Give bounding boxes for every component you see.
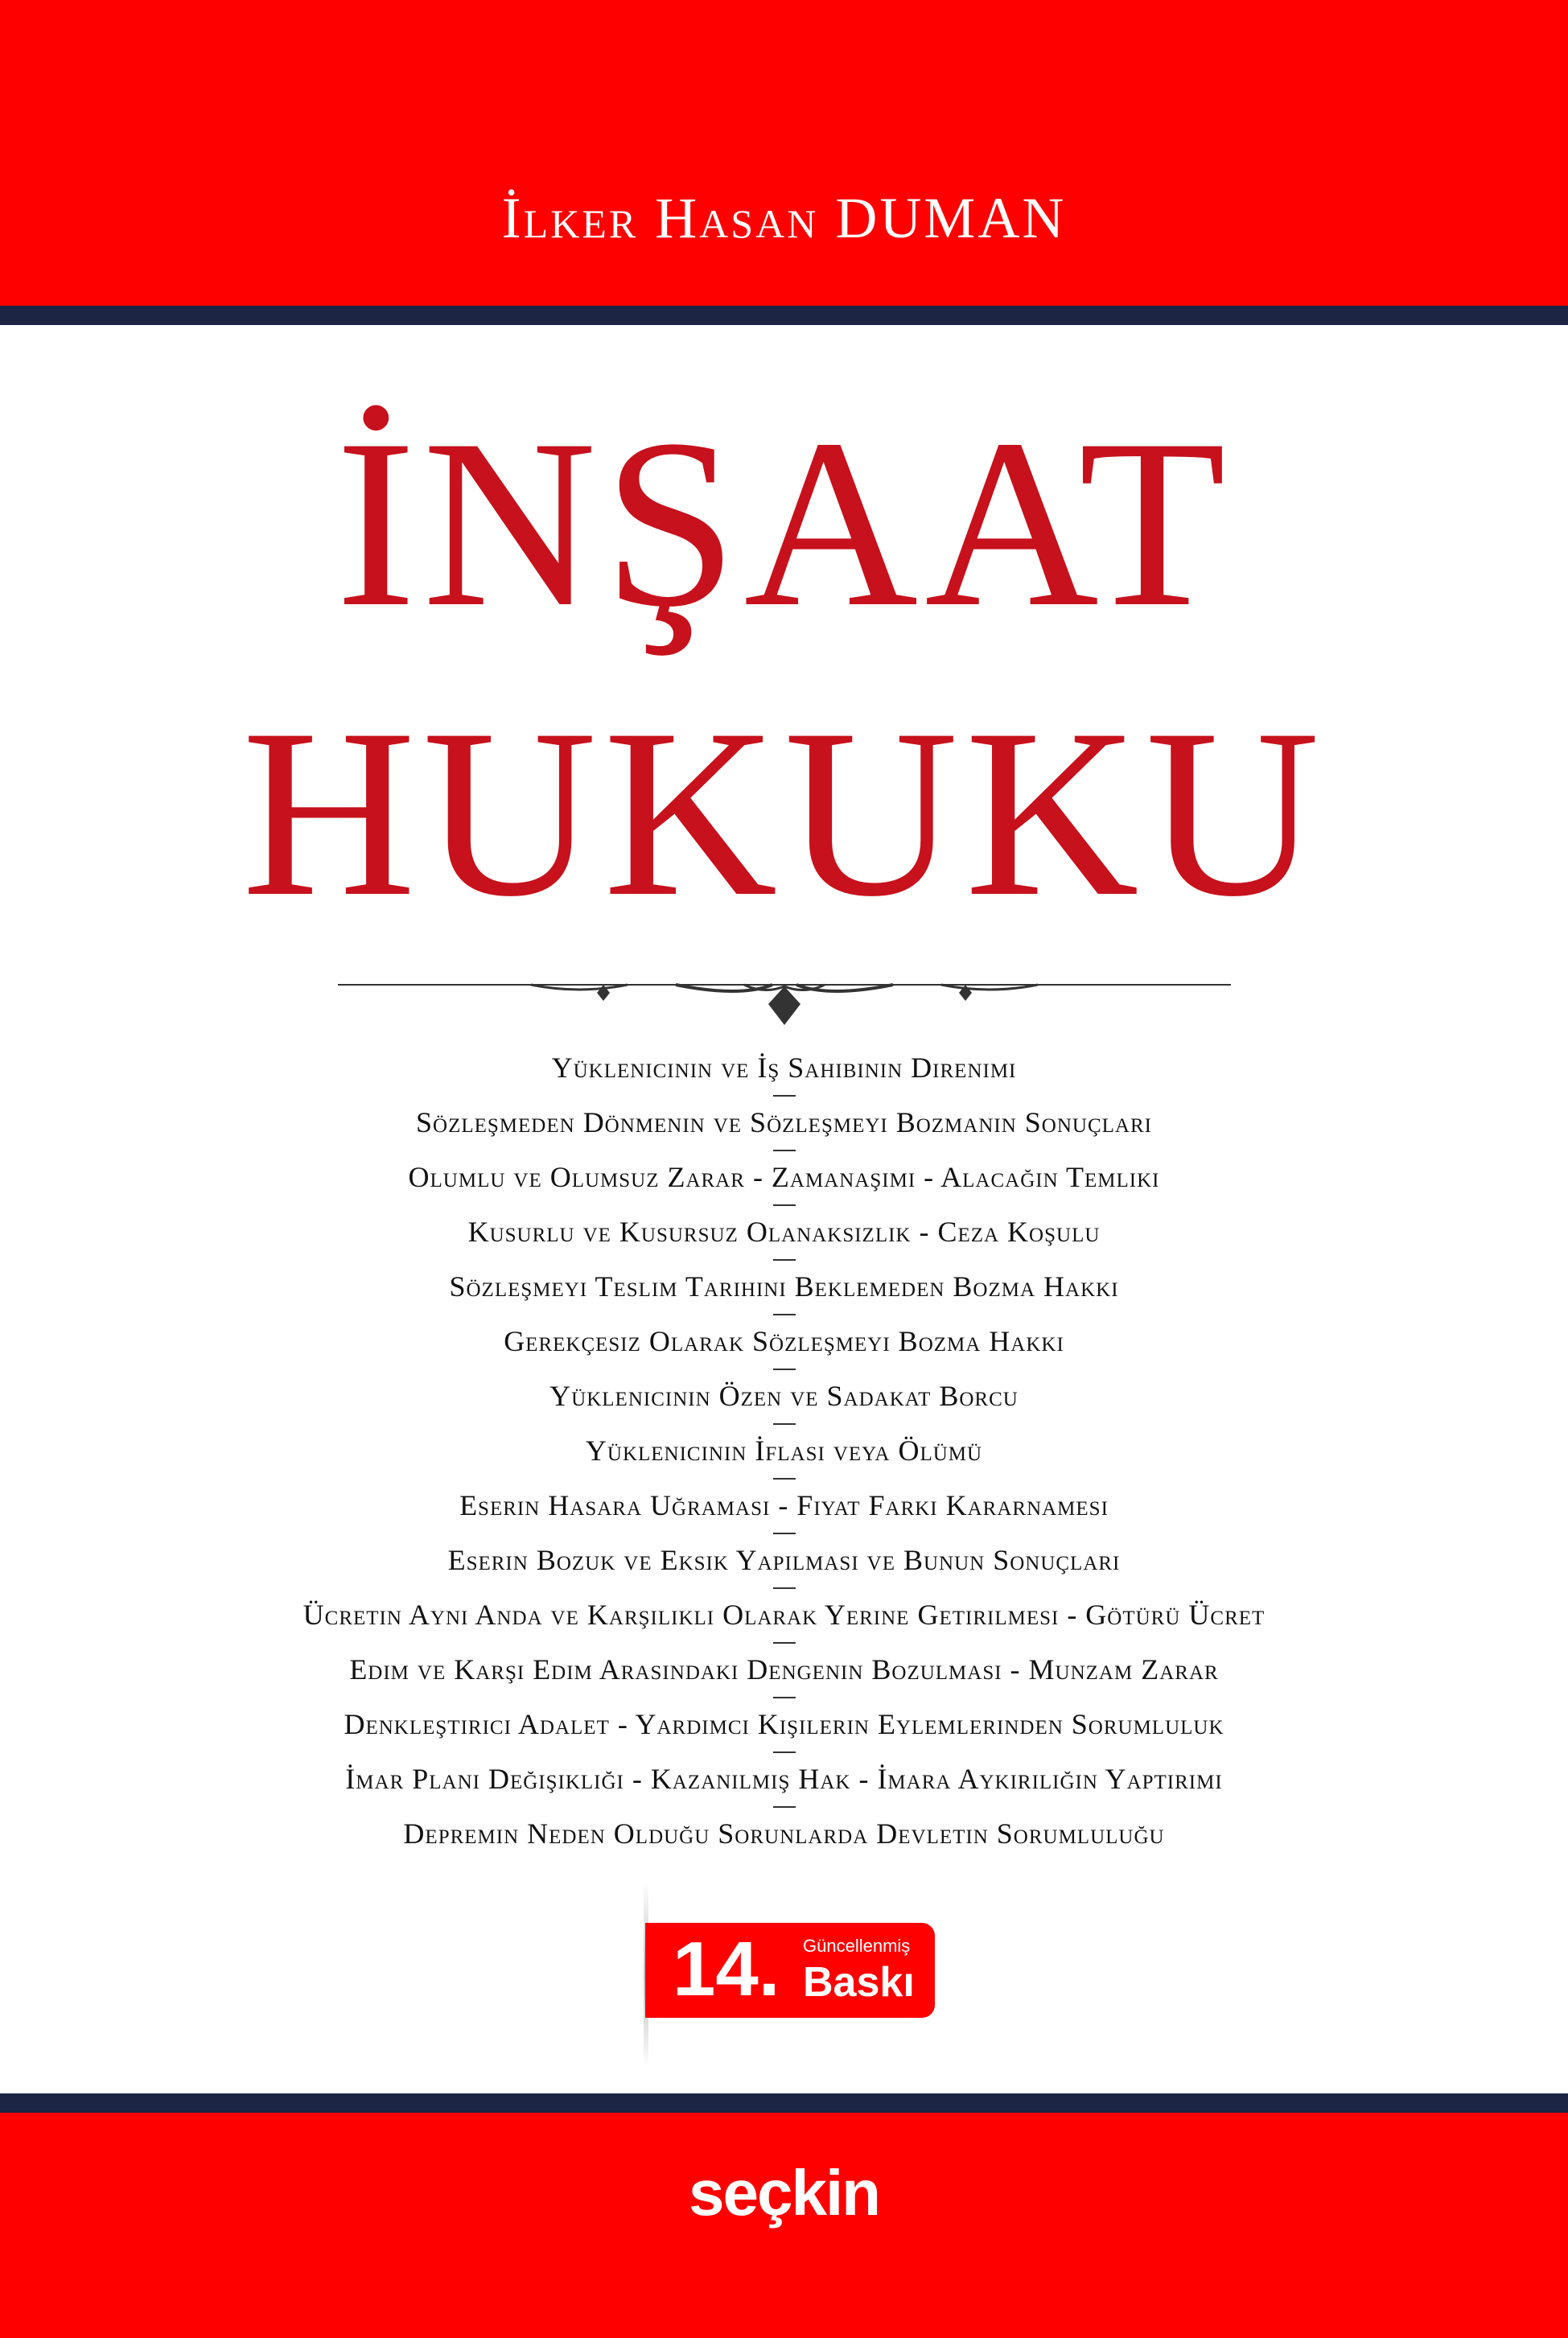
topic-item: Ücretin Aynı Anda ve Karşılıklı Olarak Yerine Getirilmesi - Götürü Ücret [302, 1599, 1266, 1631]
topic-separator [773, 1642, 796, 1644]
topic-item: Kusurlu ve Kusursuz Olanaksızlık - Ceza Koşulu [467, 1216, 1101, 1248]
topic-separator [773, 1478, 796, 1480]
topic-item: Olumlu ve Olumsuz Zarar - Zamanaşımı - Alacağın Temliki [408, 1161, 1160, 1193]
topic-separator [773, 1314, 796, 1315]
edition-label: Baskı [803, 1959, 915, 2006]
topic-separator [773, 1259, 796, 1261]
top-red-band [0, 0, 1568, 306]
publisher-logo: seçkin [688, 2157, 880, 2229]
topic-item: Yüklenicinin Özen ve Sadakat Borcu [549, 1380, 1019, 1412]
topic-separator [773, 1697, 796, 1698]
topic-row [0, 1050, 1568, 1851]
ornament-divider [338, 965, 1231, 1030]
topic-separator [773, 1369, 796, 1370]
topic-separator [773, 1150, 796, 1151]
top-navy-stripe [0, 306, 1568, 325]
topics-list [0, 1050, 1568, 1851]
topic-item: Eserin Hasara Uğraması - Fiyat Farkı Kararnamesi [459, 1489, 1109, 1521]
topic-separator [773, 1423, 796, 1425]
topic-separator [773, 1533, 796, 1534]
topic-item: İmar Planı Değişikliği - Kazanılmış Hak - İmara Aykırılığın Yaptırımı [345, 1763, 1223, 1795]
topic-item: Depremin Neden Olduğu Sorunlarda Devletin Sorumluluğu [403, 1817, 1165, 1850]
topic-item: Sözleşmeyi Teslim Tarihini Beklemeden Bozma Hakkı [449, 1270, 1119, 1303]
topic-item: Denkleştirici Adalet - Yardımcı Kişilerin Eylemlerinden Sorumluluk [344, 1708, 1224, 1740]
bottom-navy-stripe [0, 2093, 1568, 2113]
author-name: İlker Hasan DUMAN [501, 186, 1067, 250]
edition-badge-body [645, 1923, 935, 2018]
topic-item: Eserin Bozuk ve Eksik Yapılması ve Bunun Sonuçları [447, 1544, 1121, 1576]
edition-badge [644, 1883, 941, 2068]
topic-separator [773, 1806, 796, 1808]
topic-item: Yüklenicinin ve İş Sahibinin Direnimi [551, 1052, 1017, 1084]
topic-separator [773, 1587, 796, 1589]
topic-item: Yüklenicinin İflası veya Ölümü [585, 1434, 983, 1467]
edition-number: 14. [673, 1926, 780, 2012]
topic-separator [773, 1204, 796, 1206]
topic-item: Sözleşmeden Dönmenin ve Sözleşmeyi Bozmanın Sonuçları [416, 1106, 1152, 1138]
title-line-1: İNŞAAT [335, 389, 1233, 657]
topic-item: Edim ve Karşı Edim Arasındaki Dengenin Bozulması - Munzam Zarar [349, 1653, 1219, 1686]
topic-separator [773, 1095, 796, 1097]
topic-item: Gerekçesiz Olarak Sözleşmeyi Bozma Hakkı [504, 1325, 1064, 1357]
edition-note: Güncellenmiş [803, 1936, 911, 1956]
topic-separator [773, 1751, 796, 1753]
title-line-2: HUKUKU [241, 679, 1327, 946]
